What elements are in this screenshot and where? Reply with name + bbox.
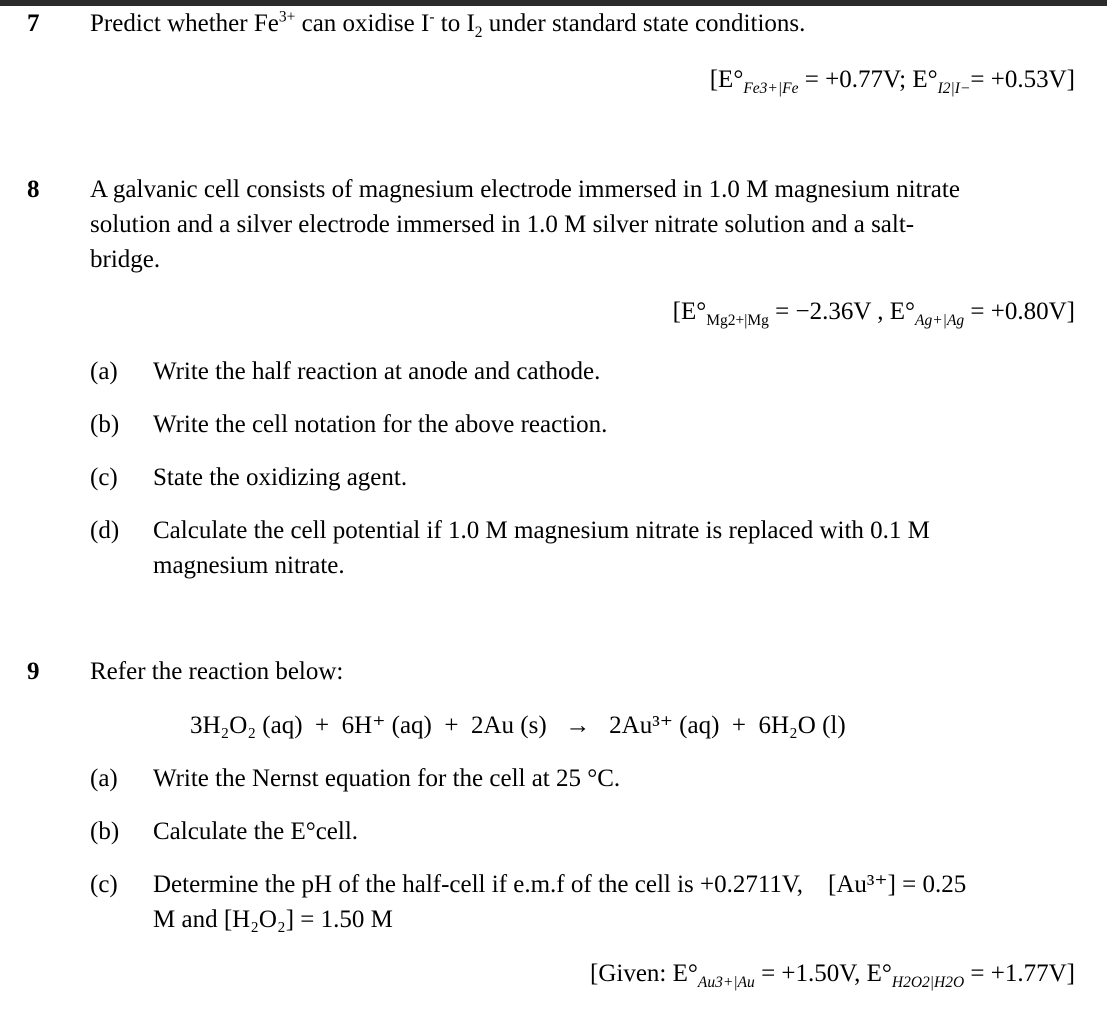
q8-part-c-label: (c)	[90, 464, 118, 491]
question-9-number: 9	[27, 658, 40, 685]
question-9-given	[590, 958, 1075, 991]
q7-sup2: -	[429, 8, 435, 26]
q7-sub: 2	[474, 24, 483, 41]
question-7-text	[90, 8, 805, 41]
question-8-line2: solution and a silver electrode immersed in 1.0 M silver nitrate solution and a salt-	[90, 211, 915, 238]
question-9-reaction: 3H₂O₂ (aq) + 6H⁺ (aq) + 2Au (s) → 2Au³⁺ (aq) + 6H₂O (l)	[190, 712, 846, 739]
q9-given-sub1: Au3+|Au	[697, 974, 755, 991]
q8-part-c-text: State the oxidizing agent.	[153, 464, 408, 491]
q9-given-sub2: H2O2|H2O	[891, 974, 965, 991]
q7-given-sub2: I2|I−	[937, 80, 971, 97]
q7-text-d: under standard state conditions.	[482, 10, 806, 37]
q8-part-b-label: (b)	[90, 411, 120, 438]
q8-part-a-label: (a)	[90, 358, 118, 385]
q7-text-a: Predict whether Fe	[90, 10, 279, 37]
q9-part-a-label: (a)	[90, 765, 118, 792]
q8-given-sub1: Mg2+|Mg	[706, 312, 769, 329]
q9-part-c-text: Determine the pH of the half-cell if e.m.f of the cell is +0.2711V, [Au³⁺] = 0.25	[153, 871, 967, 898]
q9-given-end: = +1.77V]	[964, 960, 1075, 987]
top-border	[0, 0, 1107, 6]
q9-part-c-text2: M and [H₂O₂] = 1.50 M	[153, 906, 393, 933]
q8-given-end: = +0.80V]	[964, 298, 1075, 325]
q9-part-b-label: (b)	[90, 818, 120, 845]
q9-part-b-text: Calculate the E°cell.	[153, 818, 359, 845]
q7-given-mid: = +0.77V; E°	[798, 66, 938, 93]
q8-given-mid: = −2.36V , E°	[768, 298, 915, 325]
question-8-line1: A galvanic cell consists of magnesium electrode immersed in 1.0 M magnesium nitrate	[90, 176, 960, 203]
question-8-number: 8	[27, 176, 40, 203]
question-8-line3: bridge.	[90, 246, 161, 273]
question-7-number: 7	[27, 10, 40, 37]
q8-part-a-text: Write the half reaction at anode and cathode.	[153, 358, 601, 385]
question-8-given	[673, 296, 1075, 329]
q7-sup: 3+	[278, 8, 296, 26]
question-7-given	[710, 64, 1075, 97]
q8-given-sub2: Ag+|Ag	[915, 312, 965, 329]
q8-part-d-text: Calculate the cell potential if 1.0 M magnesium nitrate is replaced with 0.1 M	[153, 517, 930, 544]
q7-given-sub1: Fe3+|Fe	[743, 80, 799, 97]
q7-text-c: to I	[434, 10, 475, 37]
q7-given-open: [E°	[709, 66, 744, 93]
q8-part-d-text2: magnesium nitrate.	[153, 552, 345, 579]
q7-text-b: can oxidise I	[295, 10, 430, 37]
q8-part-d-label: (d)	[90, 517, 120, 544]
q7-given-end: = +0.53V]	[970, 66, 1075, 93]
q8-part-b-text: Write the cell notation for the above reaction.	[153, 411, 608, 438]
q8-given-open: [E°	[672, 298, 707, 325]
question-9-intro: Refer the reaction below:	[90, 658, 344, 685]
q9-given-mid: = +1.50V, E°	[754, 960, 892, 987]
q9-given-open: [Given: E°	[590, 960, 698, 987]
q9-part-c-label: (c)	[90, 871, 118, 898]
q9-part-a-text: Write the Nernst equation for the cell at 25 °C.	[153, 765, 621, 792]
